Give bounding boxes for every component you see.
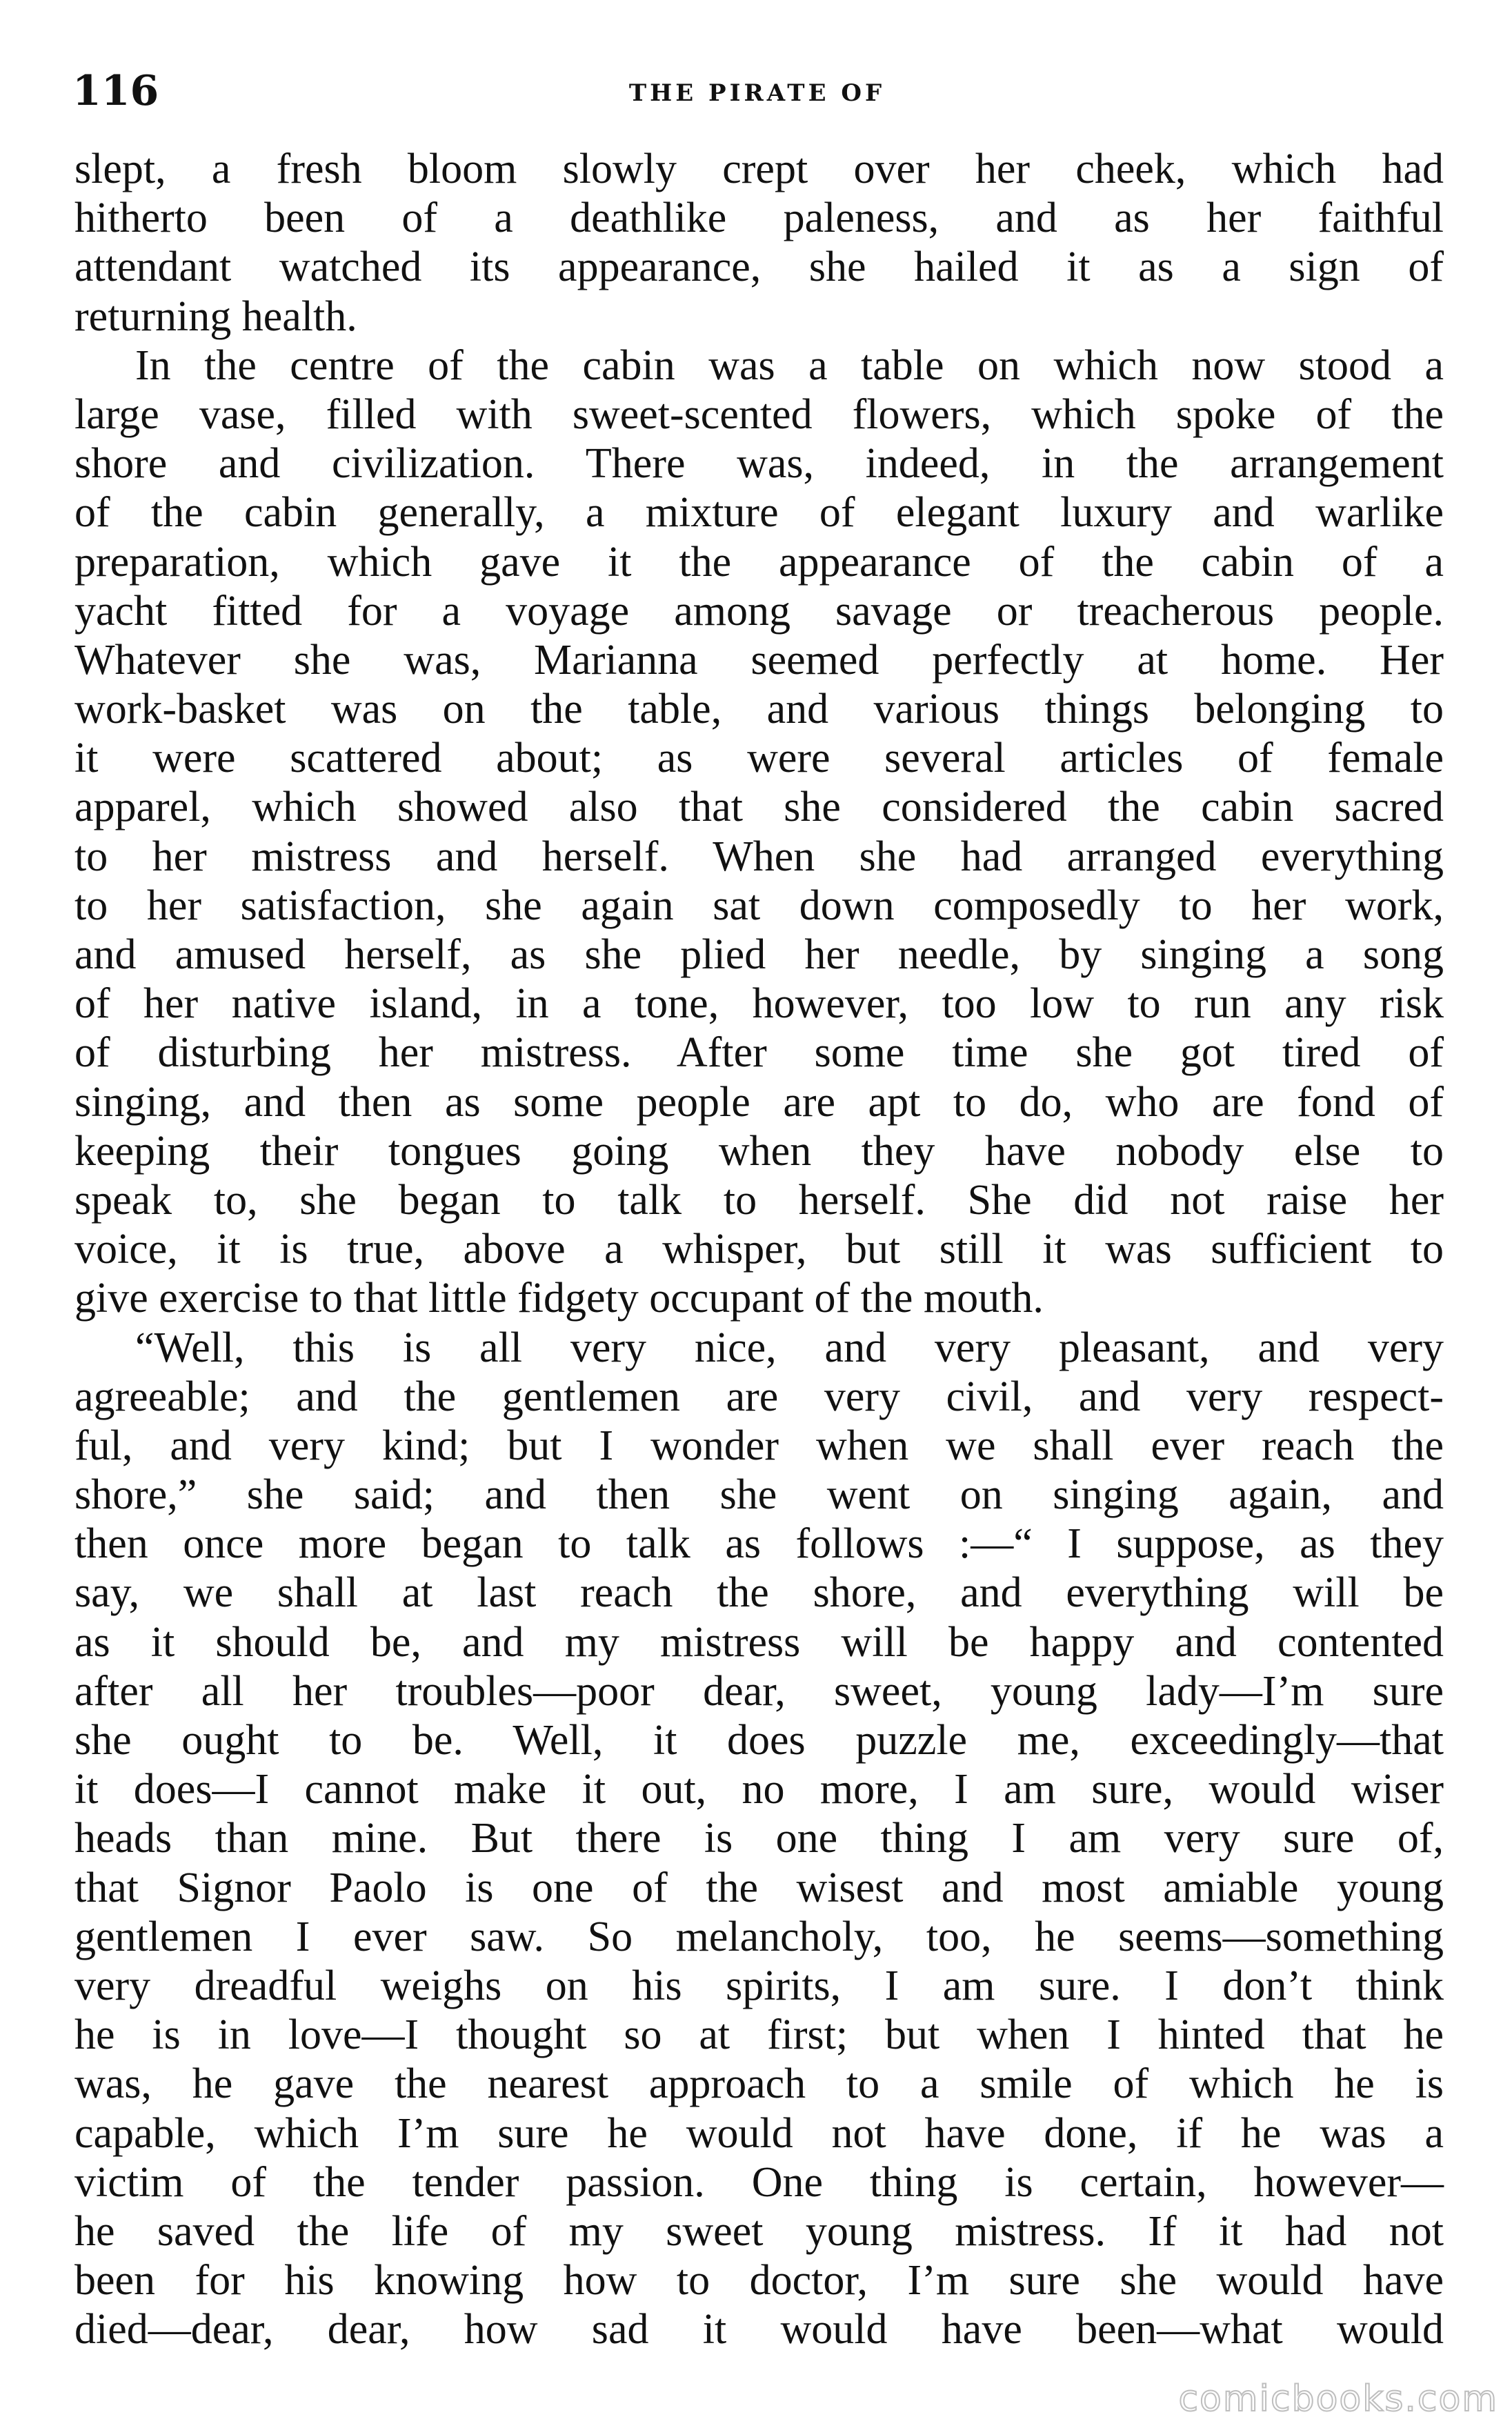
text-line: victim of the tender passion. One thing is certain, however— (74, 2158, 1444, 2206)
text-line: give exercise to that little fidgety occupant of the mouth. (74, 1275, 1044, 1322)
text-line: say, we shall at last reach the shore, and everything will be (74, 1569, 1444, 1617)
text-line: returning health. (74, 292, 357, 340)
body-text (74, 145, 1444, 2354)
text-line: of her native island, in a tone, however, too low to run any risk (74, 980, 1444, 1028)
text-line: yacht fitted for a voyage among savage or treacherous people. (74, 587, 1444, 635)
text-line: heads than mine. But there is one thing I am very sure of, (74, 1815, 1444, 1862)
text-line: was, he gave the nearest approach to a smile of which he is (74, 2060, 1444, 2108)
text-line: shore and civilization. There was, indeed, in the arrangement (74, 440, 1444, 488)
text-line: that Signor Paolo is one of the wisest and most amiable young (74, 1864, 1444, 1911)
text-line: to her mistress and herself. When she had arranged everything (74, 833, 1444, 880)
text-line: capable, which I’m sure he would not have done, if he was a (74, 2109, 1444, 2157)
text-line: it does—I cannot make it out, no more, I am sure, would wiser (74, 1766, 1444, 1813)
text-line: she ought to be. Well, it does puzzle me, exceedingly—that (74, 1717, 1444, 1764)
text-line: of disturbing her mistress. After some time she got tired of (74, 1029, 1444, 1077)
text-line: agreeable; and the gentlemen are very civil, and very respect- (74, 1373, 1444, 1420)
text-line: ful, and very kind; but I wonder when we shall ever reach the (74, 1422, 1444, 1469)
text-line: “Well, this is all very nice, and very pleasant, and very (135, 1324, 1444, 1371)
text-line: it were scattered about; as were several articles of female (74, 735, 1444, 782)
running-head (72, 63, 1442, 119)
text-line: he saved the life of my sweet young mistress. If it had not (74, 2207, 1444, 2255)
text-line: gentlemen I ever saw. So melancholy, too, he seems—something (74, 1913, 1444, 1960)
text-line: voice, it is true, above a whisper, but still it was sufficient to (74, 1226, 1444, 1273)
text-line: and amused herself, as she plied her needle, by singing a song (74, 931, 1444, 978)
text-line: speak to, she began to talk to herself. She did not raise her (74, 1176, 1444, 1224)
text-line: hitherto been of a deathlike paleness, and as her faithful (74, 195, 1444, 242)
text-line: keeping their tongues going when they have nobody else to (74, 1127, 1444, 1175)
page-number: 116 (72, 67, 159, 115)
watermark: comicbooks.com (1178, 2378, 1498, 2420)
text-line: singing, and then as some people are apt to do, who are fond of (74, 1078, 1444, 1126)
text-line: large vase, filled with sweet-scented flowers, which spoke of the (74, 390, 1444, 438)
text-line: Whatever she was, Marianna seemed perfectly at home. Her (74, 636, 1444, 684)
text-line: died—dear, dear, how sad it would have been—what would (74, 2306, 1444, 2354)
text-line: very dreadful weighs on his spirits, I am sure. I don’t think (74, 1962, 1444, 2009)
text-line: apparel, which showed also that she considered the cabin sacred (74, 784, 1444, 831)
text-line: to her satisfaction, she again sat down composedly to her work, (74, 882, 1444, 929)
text-line: then once more began to talk as follows :—“ I suppose, as they (74, 1520, 1444, 1568)
text-line: after all her troubles—poor dear, sweet, young lady—I’m sure (74, 1667, 1444, 1715)
text-line: attendant watched its appearance, she hailed it as a sign of (74, 243, 1444, 291)
text-line: slept, a fresh bloom slowly crept over her cheek, which had (74, 146, 1444, 192)
text-line: work-basket was on the table, and various things belonging to (74, 686, 1444, 733)
text-line: In the centre of the cabin was a table on which now stood a (135, 341, 1444, 389)
text-line: he is in love—I thought so at first; but when I hinted that he (74, 2011, 1444, 2059)
text-line: shore,” she said; and then she went on singing again, and (74, 1471, 1444, 1519)
text-line: been for his knowing how to doctor, I’m sure she would have (74, 2257, 1444, 2305)
text-line: as it should be, and my mistress will be happy and contented (74, 1618, 1444, 1666)
text-line: preparation, which gave it the appearance of the cabin of a (74, 538, 1444, 586)
text-line: of the cabin generally, a mixture of elegant luxury and warlike (74, 489, 1444, 537)
running-title: THE PIRATE OF (628, 79, 886, 107)
